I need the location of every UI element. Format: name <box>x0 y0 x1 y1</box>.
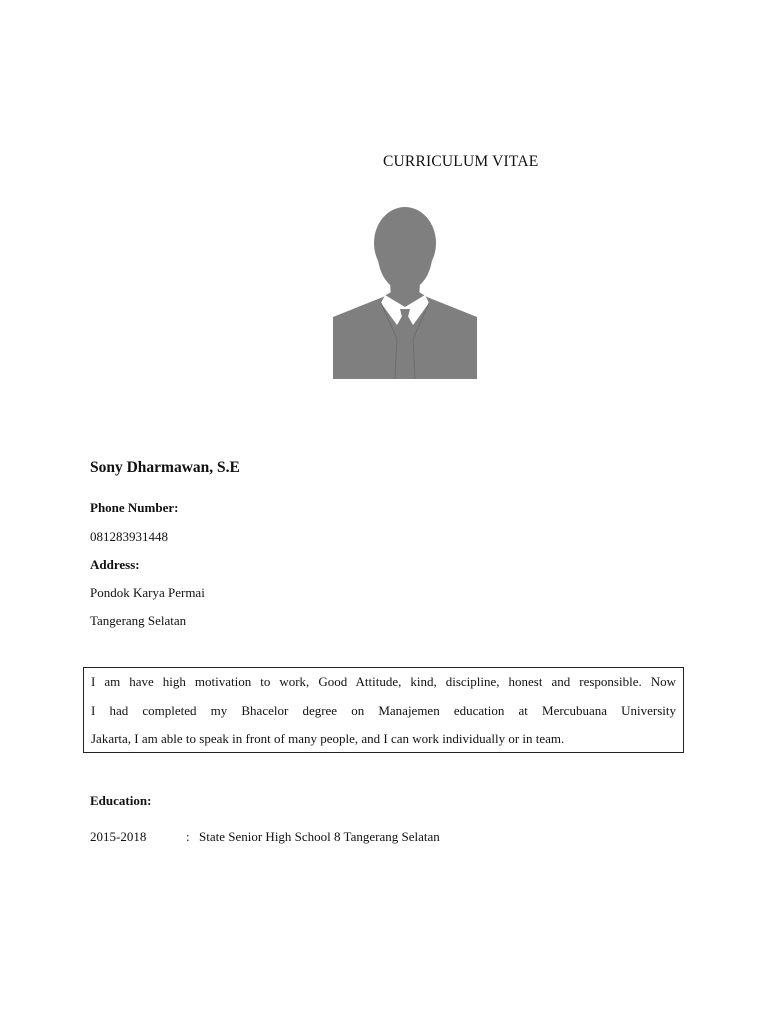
phone-label: Phone Number: <box>90 500 179 515</box>
page-title: CURRICULUM VITAE <box>383 153 539 170</box>
person-silhouette-icon <box>333 207 477 379</box>
education-school: State Senior High School 8 Tangerang Selatan <box>199 829 440 844</box>
summary-line: I had completed my Bhacelor degree on Manajemen education at Mercubuana University <box>91 702 676 718</box>
address-line: Pondok Karya Permai <box>90 585 205 600</box>
education-label: Education: <box>90 793 152 808</box>
education-years: 2015-2018 <box>90 829 147 844</box>
education-separator: : <box>186 829 190 844</box>
address-line: Tangerang Selatan <box>90 613 187 628</box>
summary-line: I am have high motivation to work, Good Attitude, kind, discipline, honest and responsible. Now <box>91 674 676 689</box>
address-label: Address: <box>90 557 140 572</box>
summary-box <box>83 667 684 753</box>
avatar <box>333 207 477 379</box>
phone-value: 081283931448 <box>90 529 168 544</box>
candidate-name: Sony Dharmawan, S.E <box>90 459 240 476</box>
education-entry <box>90 829 440 845</box>
summary-line: Jakarta, I am able to speak in front of many people, and I can work individually or in team. <box>91 731 565 746</box>
